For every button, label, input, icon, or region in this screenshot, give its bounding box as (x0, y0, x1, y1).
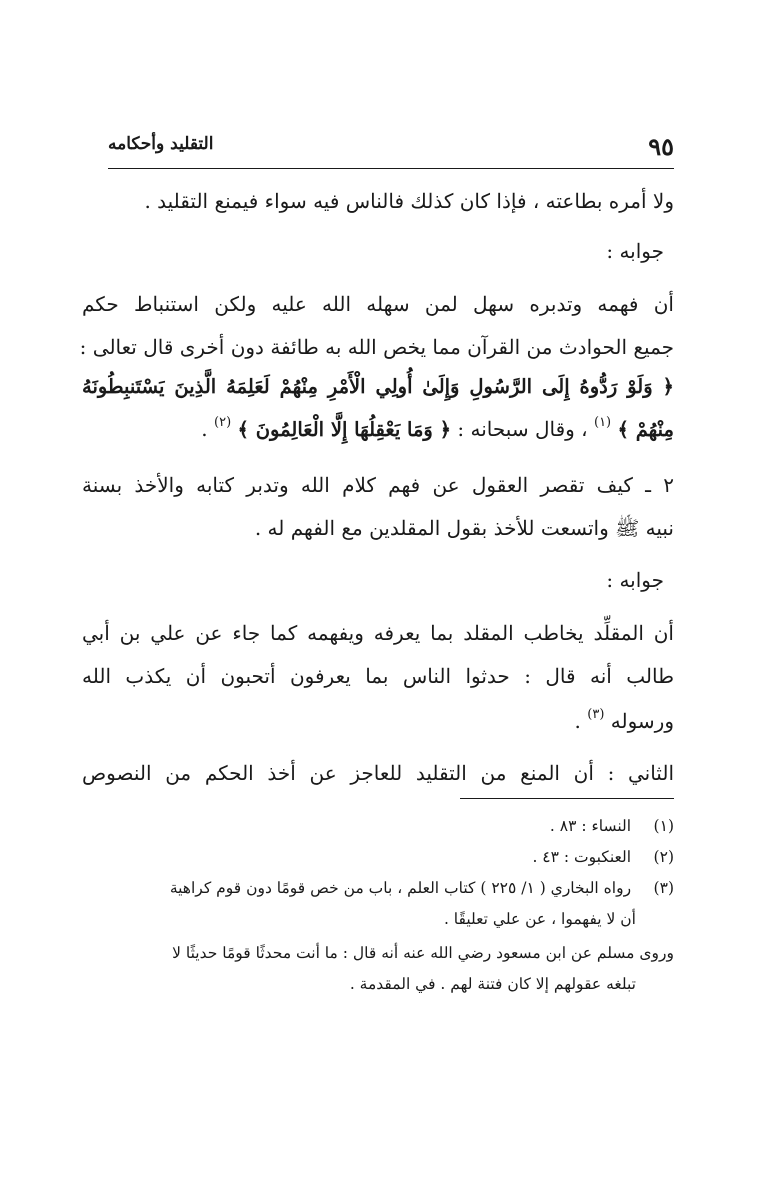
text-line: أن فهمه وتدبره سهل لمن سهله الله عليه ولكن استنباط حكم (82, 292, 674, 316)
running-title: التقليد وأحكامه (108, 134, 214, 154)
text-line (82, 414, 674, 448)
header-divider (108, 168, 674, 169)
footnote-divider (460, 798, 674, 799)
text-line: أن المقلِّد يخاطب المقلد بما يعرفه ويفهمه كما جاء عن علي بن أبي (82, 621, 674, 645)
text-line: جميع الحوادث من القرآن مما يخص الله به طائفة دون أخرى قال تعالى : (79, 335, 674, 359)
footnote-marker: (٢) (653, 848, 674, 866)
full-stop: . (574, 709, 581, 733)
question-line: ٢ ـ كيف تقصر العقول عن فهم كلام الله وتدبر كتابه والأخذ بسنة (82, 473, 674, 497)
footnote-marker: (٣) (653, 879, 674, 897)
text-line (82, 706, 674, 740)
footnote (82, 845, 674, 869)
salawat-glyph: ﷺ (615, 516, 640, 540)
quran-verse: ﴿ وَمَا يَعْقِلُهَا إِلَّا الْعَالِمُونَ ﴾ (237, 418, 452, 441)
answer-label: جوابه : (606, 239, 664, 263)
footnote-text: العنكبوت : ٤٣ . (532, 848, 632, 866)
transition-text: ، وقال سبحانه : (457, 417, 588, 441)
text-line: طالب أنه قال : حدثوا الناس بما يعرفون أتحبون أن يكذب الله (82, 664, 674, 688)
footnote-marker: (١) (653, 817, 674, 835)
page-number: ٩٥ (648, 132, 674, 161)
footnote-ref: (١) (593, 415, 612, 430)
answer-label: جوابه : (606, 568, 664, 592)
footnote (82, 814, 674, 838)
text-line: ولا أمره بطاعته ، فإذا كان كذلك فالناس فيه سواء فيمنع التقليد . (144, 189, 674, 213)
text-line: الثاني : أن المنع من التقليد للعاجز عن أخذ الحكم من النصوص (82, 761, 674, 785)
question-line (82, 513, 674, 543)
footnote-continuation: أن لا يفهموا ، عن علي تعليقًا . (443, 910, 636, 928)
full-stop: . (201, 417, 208, 441)
footnote-ref: (٢) (214, 415, 232, 430)
footnote-text: النساء : ٨٣ . (549, 817, 632, 835)
footnote-extra: وروى مسلم عن ابن مسعود رضي الله عنه أنه قال : ما أنت محدثًا قومًا حديثًا لا (172, 944, 674, 962)
text-fragment: نبيه (645, 516, 674, 540)
footnote-text: رواه البخاري ( ١/ ٢٢٥ ) كتاب العلم ، باب من خص قومًا دون قوم كراهية (169, 879, 632, 897)
quran-verse: ﴿ وَلَوْ رَدُّوهُ إِلَى الرَّسُولِ وَإِلَىٰ أُولِي الْأَمْرِ مِنْهُمْ لَعَلِمَهُ الَّذِينَ يَسْتَنبِطُونَهُ (82, 375, 674, 398)
footnote-continuation: تبلغه عقولهم إلا كان فتنة لهم . في المقدمة . (349, 975, 636, 993)
footnote-ref: (٣) (587, 707, 605, 722)
page-header (108, 132, 674, 166)
quran-verse-end: مِنْهُمْ ﴾ (617, 418, 674, 441)
footnote (82, 876, 674, 900)
text-fragment: ورسوله (610, 709, 674, 733)
text-fragment: واتسعت للأخذ بقول المقلدين مع الفهم له . (254, 516, 609, 540)
